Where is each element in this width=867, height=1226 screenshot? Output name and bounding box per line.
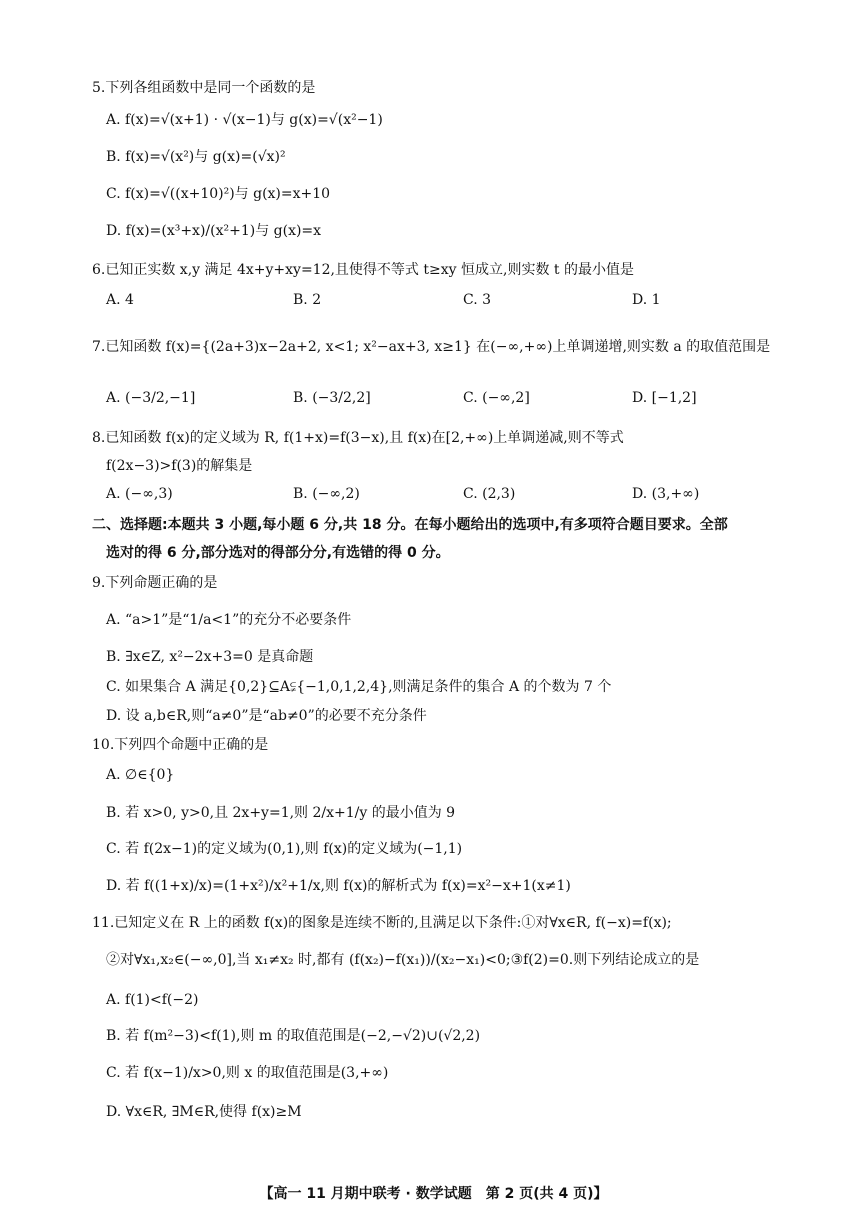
question-6-option-c: C. 3 (463, 292, 492, 308)
question-7-option-c: C. (−∞,2] (463, 390, 530, 406)
question-7: 7.已知函数 f(x)={(2a+3)x−2a+2, x<1; x²−ax+3, x≥1} 在(−∞,+∞)上单调递增,则实数 a 的取值范围是 (92, 339, 771, 355)
question-9: 9.下列命题正确的是 (92, 575, 218, 591)
question-7-option-b: B. (−3/2,2] (293, 390, 371, 406)
question-8-option-d: D. (3,+∞) (632, 486, 700, 502)
question-11-option-b: B. 若 f(m²−3)<f(1),则 m 的取值范围是(−2,−√2)∪(√2,2) (106, 1028, 481, 1044)
question-8-option-c: C. (2,3) (463, 486, 516, 502)
question-9-option-d: D. 设 a,b∈R,则“a≠0”是“ab≠0”的必要不充分条件 (106, 708, 427, 724)
question-9-option-b: B. ∃x∈Z, x²−2x+3=0 是真命题 (106, 649, 314, 665)
question-11-option-a: A. f(1)<f(−2) (106, 992, 199, 1008)
question-7-option-d: D. [−1,2] (632, 390, 697, 406)
question-10-option-a: A. ∅∈{0} (106, 767, 175, 783)
question-9-option-a: A. “a>1”是“1/a<1”的充分不必要条件 (106, 612, 352, 628)
question-11-line-1: 11.已知定义在 R 上的函数 f(x)的图象是连续不断的,且满足以下条件:①对∀x∈R, f(−x)=f(x); (92, 915, 672, 931)
question-11-line-2: ②对∀x₁,x₂∈(−∞,0],当 x₁≠x₂ 时,都有 (f(x₂)−f(x₁))/(x₂−x₁)<0;③f(2)=0.则下列结论成立的是 (106, 952, 700, 968)
question-6-option-a: A. 4 (106, 292, 134, 308)
question-6: 6.已知正实数 x,y 满足 4x+y+xy=12,且使得不等式 t≥xy 恒成立,则实数 t 的最小值是 (92, 262, 634, 278)
question-10-option-d: D. 若 f((1+x)/x)=(1+x²)/x²+1/x,则 f(x)的解析式为 f(x)=x²−x+1(x≠1) (106, 878, 571, 894)
question-8-line-2: f(2x−3)>f(3)的解集是 (106, 458, 253, 474)
question-11-option-c: C. 若 f(x−1)/x>0,则 x 的取值范围是(3,+∞) (106, 1065, 389, 1081)
section-2-heading: 二、选择题:本题共 3 小题,每小题 6 分,共 18 分。在每小题给出的选项中,有多项符合题目要求。全部 (92, 517, 728, 533)
question-8-option-b: B. (−∞,2) (293, 486, 360, 502)
question-10-option-c: C. 若 f(2x−1)的定义域为(0,1),则 f(x)的定义域为(−1,1) (106, 841, 463, 857)
question-5: 5.下列各组函数中是同一个函数的是 (92, 80, 316, 96)
question-7-option-a: A. (−3/2,−1] (106, 390, 196, 406)
question-5-option-c: C. f(x)=√((x+10)²)与 g(x)=x+10 (106, 186, 331, 202)
question-10-option-b: B. 若 x>0, y>0,且 2x+y=1,则 2/x+1/y 的最小值为 9 (106, 805, 456, 821)
question-9-option-c: C. 如果集合 A 满足{0,2}⊆A⫋{−1,0,1,2,4},则满足条件的集合 A 的个数为 7 个 (106, 679, 612, 695)
section-2-heading-continued: 选对的得 6 分,部分选对的得部分分,有选错的得 0 分。 (106, 545, 450, 561)
question-5-option-d: D. f(x)=(x³+x)/(x²+1)与 g(x)=x (106, 223, 322, 239)
page-footer: 【高一 11 月期中联考 · 数学试题 第 2 页(共 4 页)】 (259, 1186, 608, 1202)
question-6-option-d: D. 1 (632, 292, 661, 308)
question-5-option-b: B. f(x)=√(x²)与 g(x)=(√x)² (106, 149, 286, 165)
question-8-option-a: A. (−∞,3) (106, 486, 173, 502)
question-10: 10.下列四个命题中正确的是 (92, 737, 269, 753)
question-8-line-1: 8.已知函数 f(x)的定义域为 R, f(1+x)=f(3−x),且 f(x)在[2,+∞)上单调递减,则不等式 (92, 430, 624, 446)
question-11-option-d: D. ∀x∈R, ∃M∈R,使得 f(x)≥M (106, 1104, 302, 1120)
question-5-option-a: A. f(x)=√(x+1) · √(x−1)与 g(x)=√(x²−1) (106, 112, 383, 128)
question-6-option-b: B. 2 (293, 292, 322, 308)
